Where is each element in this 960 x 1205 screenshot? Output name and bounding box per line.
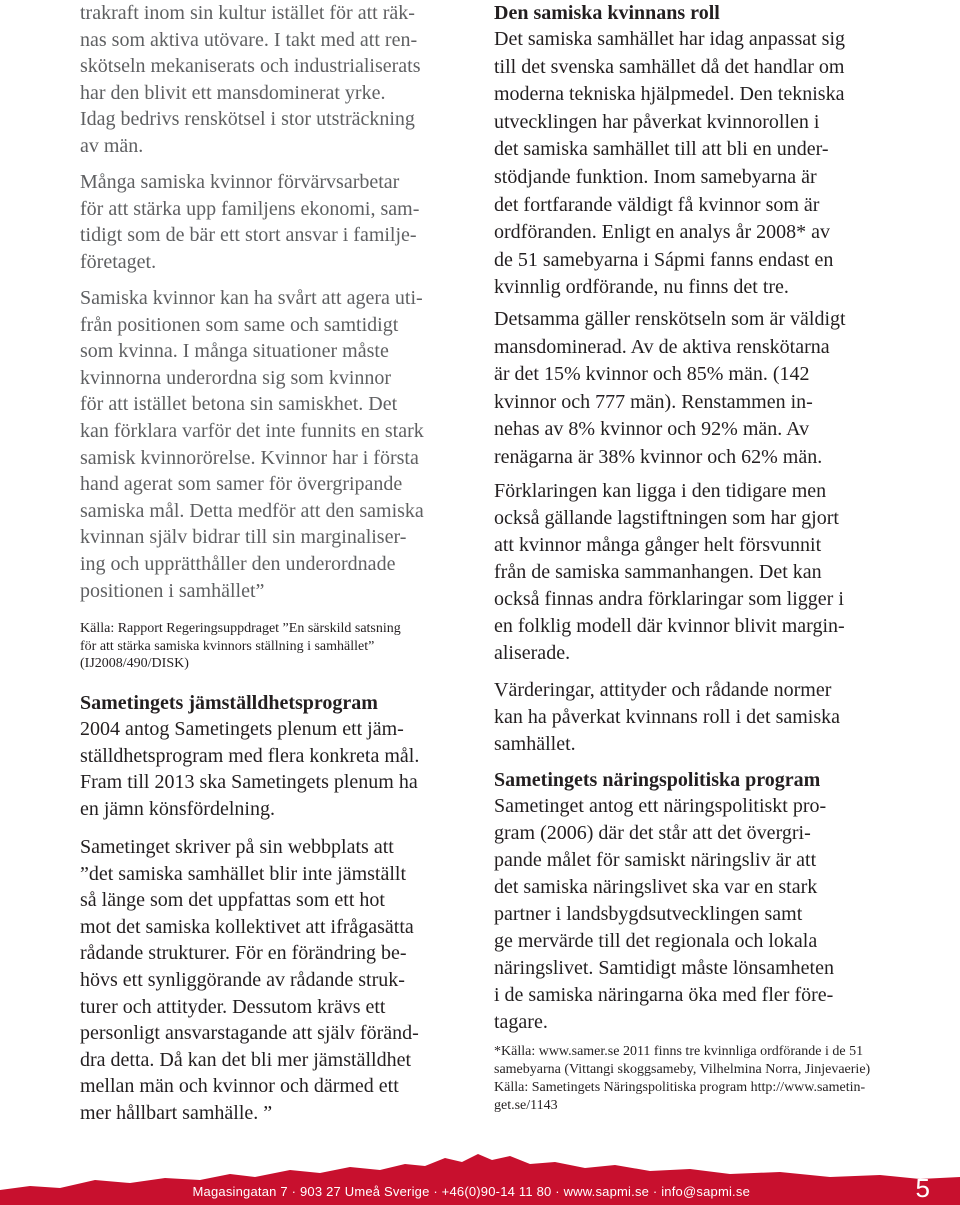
paragraph-line: mer hållbart samhälle. ” — [80, 1102, 273, 1124]
paragraph-line: stödjande funktion. Inom samebyarna är — [494, 166, 817, 188]
paragraph-line: dra detta. Då kan det bli mer jämställdhet — [80, 1048, 411, 1071]
paragraph-line: från de samiska sammanhangen. Det kan — [494, 561, 822, 583]
paragraph-line: partner i landsbygdsutvecklingen samt — [494, 903, 803, 925]
paragraph-line: också finnas andra förklaringar som ligger i — [494, 588, 844, 610]
footnote-line: Källa: Sametingets Näringspolitiska program http://www.sametin- — [494, 1080, 866, 1095]
paragraph-line: för att stärka upp familjens ekonomi, sam- — [80, 197, 420, 220]
quote-paragraph-line: kan förklara varför det inte funnits en stark — [80, 420, 424, 442]
paragraph-line: det samiska näringslivet ska var en stark — [494, 876, 818, 898]
paragraph-line: mot det samiska kollektivet att ifrågasätta — [80, 915, 414, 938]
paragraph-line: Förklaringen kan ligga i den tidigare men — [494, 480, 827, 502]
footnote-line: samebyarna (Vittangi skoggsameby, Vilhelmina Norra, Jinjevaerie) — [494, 1062, 871, 1077]
paragraph-line: Detsamma gäller renskötseln som är väldigt — [494, 308, 846, 330]
quote-paragraph-line: kvinnan själv bidrar till sin marginaliser- — [80, 526, 407, 549]
quote-paragraph-line: Samiska kvinnor kan ha svårt att agera uti- — [80, 287, 423, 309]
quote-paragraph-line: kvinnorna underordna sig som kvinnor — [80, 366, 392, 389]
paragraph-line: mellan män och kvinnor och därmed ett — [80, 1075, 399, 1098]
paragraph-line: Många samiska kvinnor förvärvsarbetar — [80, 171, 400, 193]
paragraph-line: tagare. — [494, 1011, 548, 1033]
footnote-line: get.se/1143 — [494, 1098, 558, 1113]
paragraph-line: nas som aktiva utövare. I takt med att ren- — [80, 28, 418, 51]
source-note-line: (IJ2008/490/DISK) — [80, 656, 189, 671]
section-heading-line: Den samiska kvinnans roll — [494, 2, 720, 24]
footer — [0, 1150, 960, 1205]
paragraph-line: Det samiska samhället har idag anpassat sig — [494, 28, 846, 50]
source-note-line: för att stärka samiska kvinnors ställning i samhället” — [80, 638, 375, 654]
page-number: 5 — [915, 1173, 930, 1203]
paragraph-line: de 51 samebyarna i Sápmi fanns endast en — [494, 248, 834, 271]
paragraph-line: det fortfarande väldigt få kvinnor som är — [494, 193, 820, 216]
section-heading-line: Sametingets jämställdhetsprogram — [80, 692, 378, 714]
paragraph-line: är det 15% kvinnor och 85% män. (142 — [494, 363, 810, 385]
paragraph-line: en jämn könsfördelning. — [80, 797, 275, 820]
quote-paragraph-line: hand agerat som samer för övergripande — [80, 473, 403, 496]
paragraph-line: rådande strukturer. För en förändring be- — [80, 942, 407, 965]
quote-paragraph-line: för att istället betona sin samiskhet. Det — [80, 393, 398, 416]
paragraph-line: att kvinnor många gånger helt försvunnit — [494, 534, 822, 556]
paragraph-line: ordföranden. Enligt en analys år 2008* av — [494, 221, 831, 244]
paragraph-line: Värderingar, attityder och rådande normer — [494, 679, 832, 701]
paragraph-line: också gällande lagstiftningen som har gjort — [494, 507, 839, 529]
paragraph-line: ”det samiska samhället blir inte jämställt — [80, 862, 407, 885]
paragraph-line: gram (2006) där det står att det övergri- — [494, 822, 811, 844]
paragraph-line: näringslivet. Samtidigt måste lönsamheten — [494, 957, 834, 979]
quote-paragraph-line: samisk kvinnorörelse. Kvinnor har i första — [80, 446, 419, 469]
paragraph-line: ställdhetsprogram med flera konkreta mål. — [80, 744, 420, 767]
paragraph-line: renägarna är 38% kvinnor och 62% män. — [494, 445, 823, 468]
paragraph-line: utvecklingen har påverkat kvinnorollen i — [494, 110, 820, 133]
paragraph-line: aliserade. — [494, 642, 571, 664]
quote-paragraph-line: från positionen som same och samtidigt — [80, 313, 399, 336]
paragraph-line: ge mervärde till det regionala och lokala — [494, 930, 818, 952]
quote-paragraph-line: som kvinna. I många situationer måste — [80, 340, 389, 363]
footer-address: Magasingatan 7 · 903 27 Umeå Sverige · +46(0)90-14 11 80 · www.sapmi.se · info@sapmi.se — [192, 1184, 750, 1199]
paragraph-line: personligt ansvarstagande att själv föränd- — [80, 1022, 419, 1045]
footnote-line: *Källa: www.samer.se 2011 finns tre kvinnliga ordförande i de 51 — [494, 1044, 864, 1059]
source-note-line: Källa: Rapport Regeringsuppdraget ”En särskild satsning — [80, 621, 401, 636]
quote-paragraph-line: samiska mål. Detta medför att den samiska — [80, 499, 424, 522]
paragraph-line: skötseln mekaniserats och industrialiserats — [80, 55, 421, 78]
quote-paragraph-line: positionen i samhället” — [80, 579, 265, 602]
paragraph-line: trakraft inom sin kultur istället för att räk- — [80, 2, 415, 24]
paragraph-line: till det svenska samhället då det handlar om — [494, 55, 845, 78]
paragraph-line: moderna tekniska hjälpmedel. Den tekniska — [494, 83, 845, 106]
paragraph-line: 2004 antog Sametingets plenum ett jäm- — [80, 718, 404, 740]
paragraph-line: företaget. — [80, 250, 157, 273]
paragraph-line: kvinnlig ordförande, nu finns det tre. — [494, 276, 789, 299]
paragraph-line: det samiska samhället till att bli en under- — [494, 138, 829, 161]
quote-paragraph-line: ing och upprätthåller den underordnade — [80, 553, 396, 575]
paragraph-line: en folklig modell där kvinnor blivit margin- — [494, 615, 845, 637]
paragraph-line: mansdominerad. Av de aktiva renskötarna — [494, 335, 830, 358]
paragraph-line: turer och attityder. Dessutom krävs ett — [80, 995, 386, 1018]
paragraph-line: har den blivit ett mansdominerat yrke. — [80, 81, 386, 104]
paragraph-line: i de samiska näringarna öka med fler före- — [494, 984, 834, 1006]
paragraph-line: kvinnor och 777 män). Renstammen in- — [494, 390, 813, 413]
paragraph-line: Fram till 2013 ska Sametingets plenum ha — [80, 771, 418, 794]
paragraph-line: Sametinget skriver på sin webbplats att — [80, 836, 394, 858]
paragraph-line: så länge som det uppfattas som ett hot — [80, 889, 385, 912]
paragraph-line: tidigt som de bär ett stort ansvar i familje- — [80, 224, 417, 247]
paragraph-line: nehas av 8% kvinnor och 92% män. Av — [494, 418, 810, 440]
paragraph-line: Sametinget antog ett näringspolitiskt pro- — [494, 795, 827, 817]
paragraph-line: av män. — [80, 135, 144, 157]
paragraph-line: Idag bedrivs renskötsel i stor utsträckning — [80, 108, 415, 131]
paragraph-line: kan ha påverkat kvinnans roll i det samiska — [494, 706, 841, 728]
paragraph-line: hövs ett synliggörande av rådande struk- — [80, 969, 405, 991]
section-heading-line: Sametingets näringspolitiska program — [494, 769, 821, 791]
paragraph-line: samhället. — [494, 733, 576, 755]
paragraph-line: pande målet för samiskt näringsliv är att — [494, 849, 817, 871]
